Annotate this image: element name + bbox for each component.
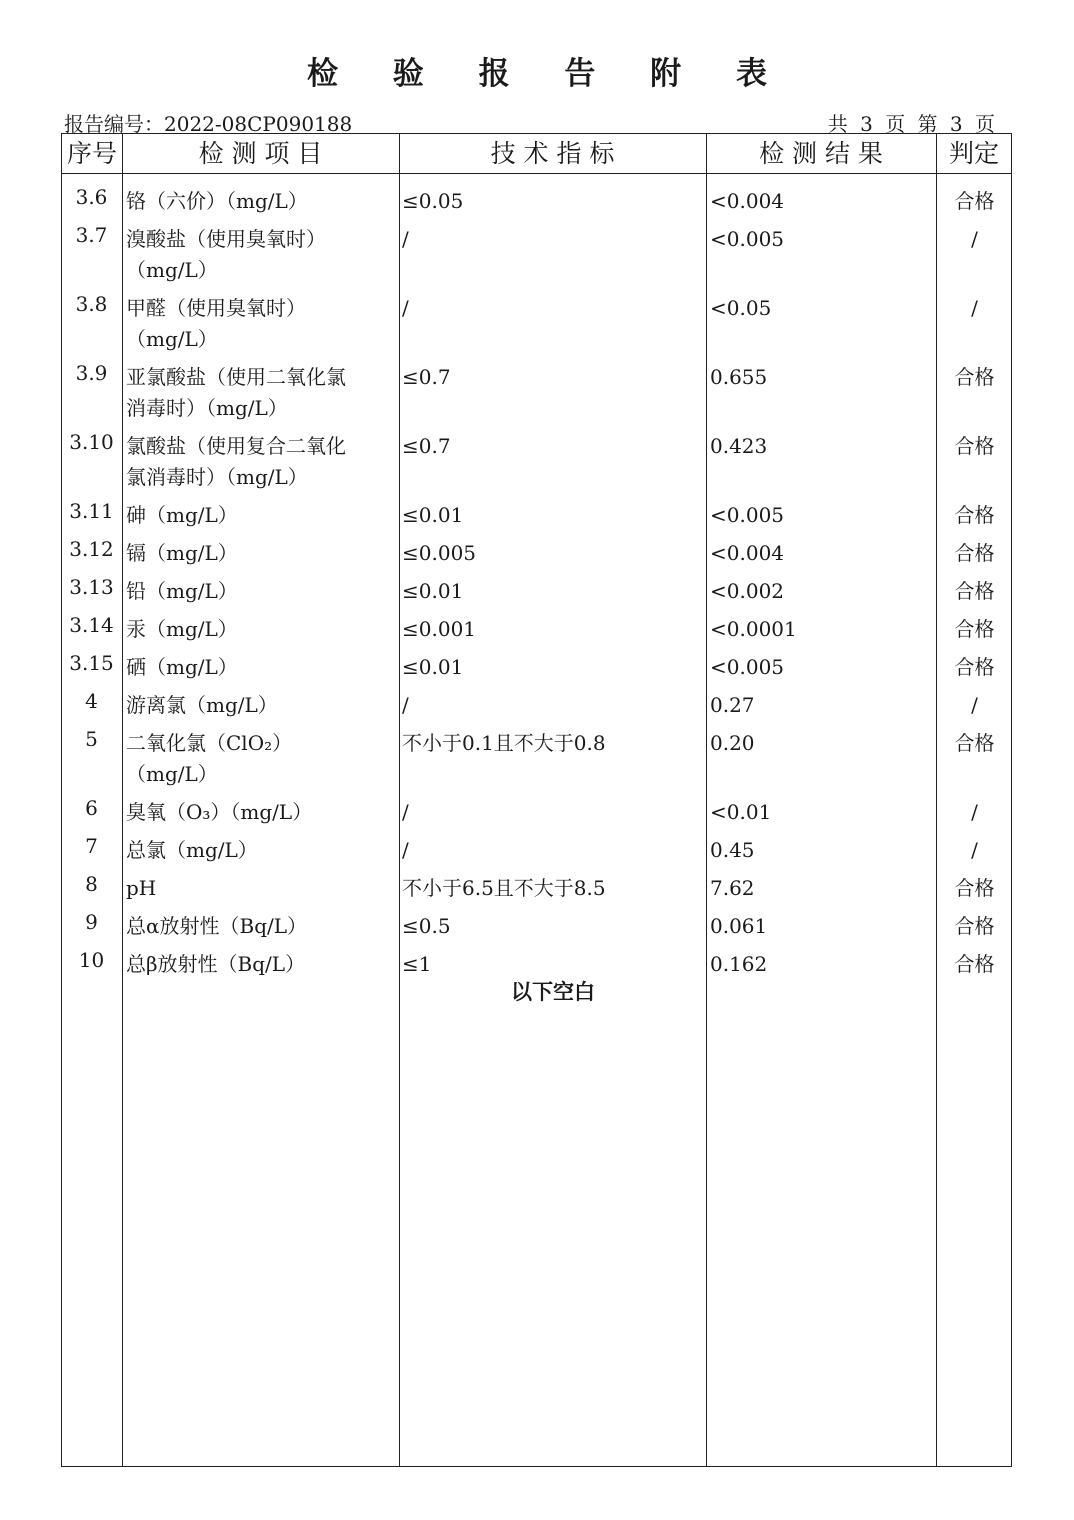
judgement: 合格: [954, 655, 995, 679]
judgement: /: [971, 227, 978, 251]
test-item: 镉（mg/L）: [126, 541, 238, 565]
column-header-result: 检 测 结 果: [759, 139, 883, 168]
test-result: 0.162: [710, 952, 768, 976]
technical-spec: ≤0.001: [402, 617, 477, 641]
test-item: 氯消毒时）（mg/L）: [126, 465, 308, 489]
technical-spec: ≤0.7: [402, 365, 451, 389]
test-item: pH: [126, 876, 157, 900]
judgement: /: [971, 693, 978, 717]
row-number: 3.6: [75, 185, 108, 209]
judgement: 合格: [954, 365, 995, 389]
judgement: 合格: [954, 914, 995, 938]
test-result: <0.004: [710, 189, 785, 213]
page-title: 检 验 报 告 附 表: [307, 56, 789, 92]
test-result: <0.005: [710, 503, 785, 527]
row-number: 10: [78, 948, 105, 972]
test-item: 溴酸盐（使用臭氧时）: [126, 227, 326, 251]
technical-spec: /: [402, 227, 409, 251]
judgement: 合格: [954, 952, 995, 976]
test-result: <0.0001: [710, 617, 797, 641]
technical-spec: ≤0.01: [402, 579, 464, 603]
judgement: /: [971, 296, 978, 320]
row-number: 3.11: [69, 499, 114, 523]
test-item: （mg/L）: [126, 258, 218, 282]
test-result: 0.061: [710, 914, 768, 938]
judgement: 合格: [954, 876, 995, 900]
test-item: 铅（mg/L）: [126, 579, 238, 603]
row-number: 7: [85, 834, 98, 858]
test-item: （mg/L）: [126, 327, 218, 351]
row-number: 3.13: [69, 575, 114, 599]
end-of-table-note: 以下空白: [511, 980, 595, 1004]
test-result: <0.004: [710, 541, 785, 565]
results-table: [61, 133, 1012, 1467]
test-item: 总氯（mg/L）: [126, 838, 258, 862]
row-number: 3.9: [75, 361, 108, 385]
row-number: 4: [85, 689, 98, 713]
technical-spec: ≤1: [402, 952, 432, 976]
column-divider: [706, 134, 707, 1466]
test-item: （mg/L）: [126, 762, 218, 786]
test-result: 7.62: [710, 876, 755, 900]
test-result: 0.27: [710, 693, 755, 717]
column-divider: [122, 134, 123, 1466]
row-number: 3.7: [75, 223, 108, 247]
test-result: 0.655: [710, 365, 768, 389]
row-number: 3.8: [75, 292, 108, 316]
technical-spec: ≤0.05: [402, 189, 464, 213]
row-number: 3.12: [69, 537, 114, 561]
row-number: 9: [85, 910, 98, 934]
test-item: 砷（mg/L）: [126, 503, 238, 527]
page-info: 共 3 页 第 3 页: [827, 112, 998, 136]
row-number: 8: [85, 872, 98, 896]
technical-spec: ≤0.7: [402, 434, 451, 458]
test-result: <0.005: [710, 227, 785, 251]
test-item: 汞（mg/L）: [126, 617, 238, 641]
row-number: 5: [85, 727, 98, 751]
test-result: <0.01: [710, 800, 772, 824]
test-result: 0.45: [710, 838, 755, 862]
technical-spec: /: [402, 296, 409, 320]
test-item: 氯酸盐（使用复合二氧化: [126, 434, 346, 458]
test-result: <0.005: [710, 655, 785, 679]
row-number: 3.14: [69, 613, 114, 637]
column-header-item: 检 测 项 目: [198, 139, 323, 168]
header-divider: [62, 173, 1011, 174]
test-item: 甲醛（使用臭氧时）: [126, 296, 306, 320]
judgement: 合格: [954, 189, 995, 213]
technical-spec: /: [402, 800, 409, 824]
technical-spec: ≤0.005: [402, 541, 477, 565]
technical-spec: 不小于0.1且不大于0.8: [402, 731, 606, 755]
test-item: 消毒时）（mg/L）: [126, 396, 288, 420]
technical-spec: /: [402, 838, 409, 862]
test-item: 铬（六价）（mg/L）: [126, 189, 308, 213]
row-number: 6: [85, 796, 98, 820]
test-item: 总α放射性（Bq/L）: [126, 914, 308, 938]
technical-spec: ≤0.01: [402, 503, 464, 527]
column-header-spec: 技 术 指 标: [490, 139, 615, 168]
test-item: 硒（mg/L）: [126, 655, 238, 679]
test-item: 臭氧（O₃）（mg/L）: [126, 800, 313, 824]
technical-spec: 不小于6.5且不大于8.5: [402, 876, 606, 900]
technical-spec: /: [402, 693, 409, 717]
test-item: 总β放射性（Bq/L）: [126, 952, 306, 976]
row-number: 3.10: [69, 430, 114, 454]
row-number: 3.15: [69, 651, 114, 675]
judgement: /: [971, 800, 978, 824]
judgement: 合格: [954, 503, 995, 527]
judgement: 合格: [954, 434, 995, 458]
column-divider: [399, 134, 400, 1466]
column-divider: [936, 134, 937, 1466]
test-item: 二氧化氯（ClO₂）: [126, 731, 293, 755]
judgement: 合格: [954, 617, 995, 641]
report-number: 报告编号：2022-08CP090188: [64, 112, 353, 136]
technical-spec: ≤0.5: [402, 914, 451, 938]
judgement: 合格: [954, 541, 995, 565]
judgement: /: [971, 838, 978, 862]
technical-spec: ≤0.01: [402, 655, 464, 679]
test-result: <0.05: [710, 296, 772, 320]
column-header-judge: 判定: [948, 139, 999, 168]
test-result: <0.002: [710, 579, 785, 603]
judgement: 合格: [954, 731, 995, 755]
judgement: 合格: [954, 579, 995, 603]
test-item: 亚氯酸盐（使用二氧化氯: [126, 365, 346, 389]
test-result: 0.20: [710, 731, 755, 755]
column-header-no: 序号: [66, 139, 117, 168]
test-item: 游离氯（mg/L）: [126, 693, 278, 717]
test-result: 0.423: [710, 434, 768, 458]
